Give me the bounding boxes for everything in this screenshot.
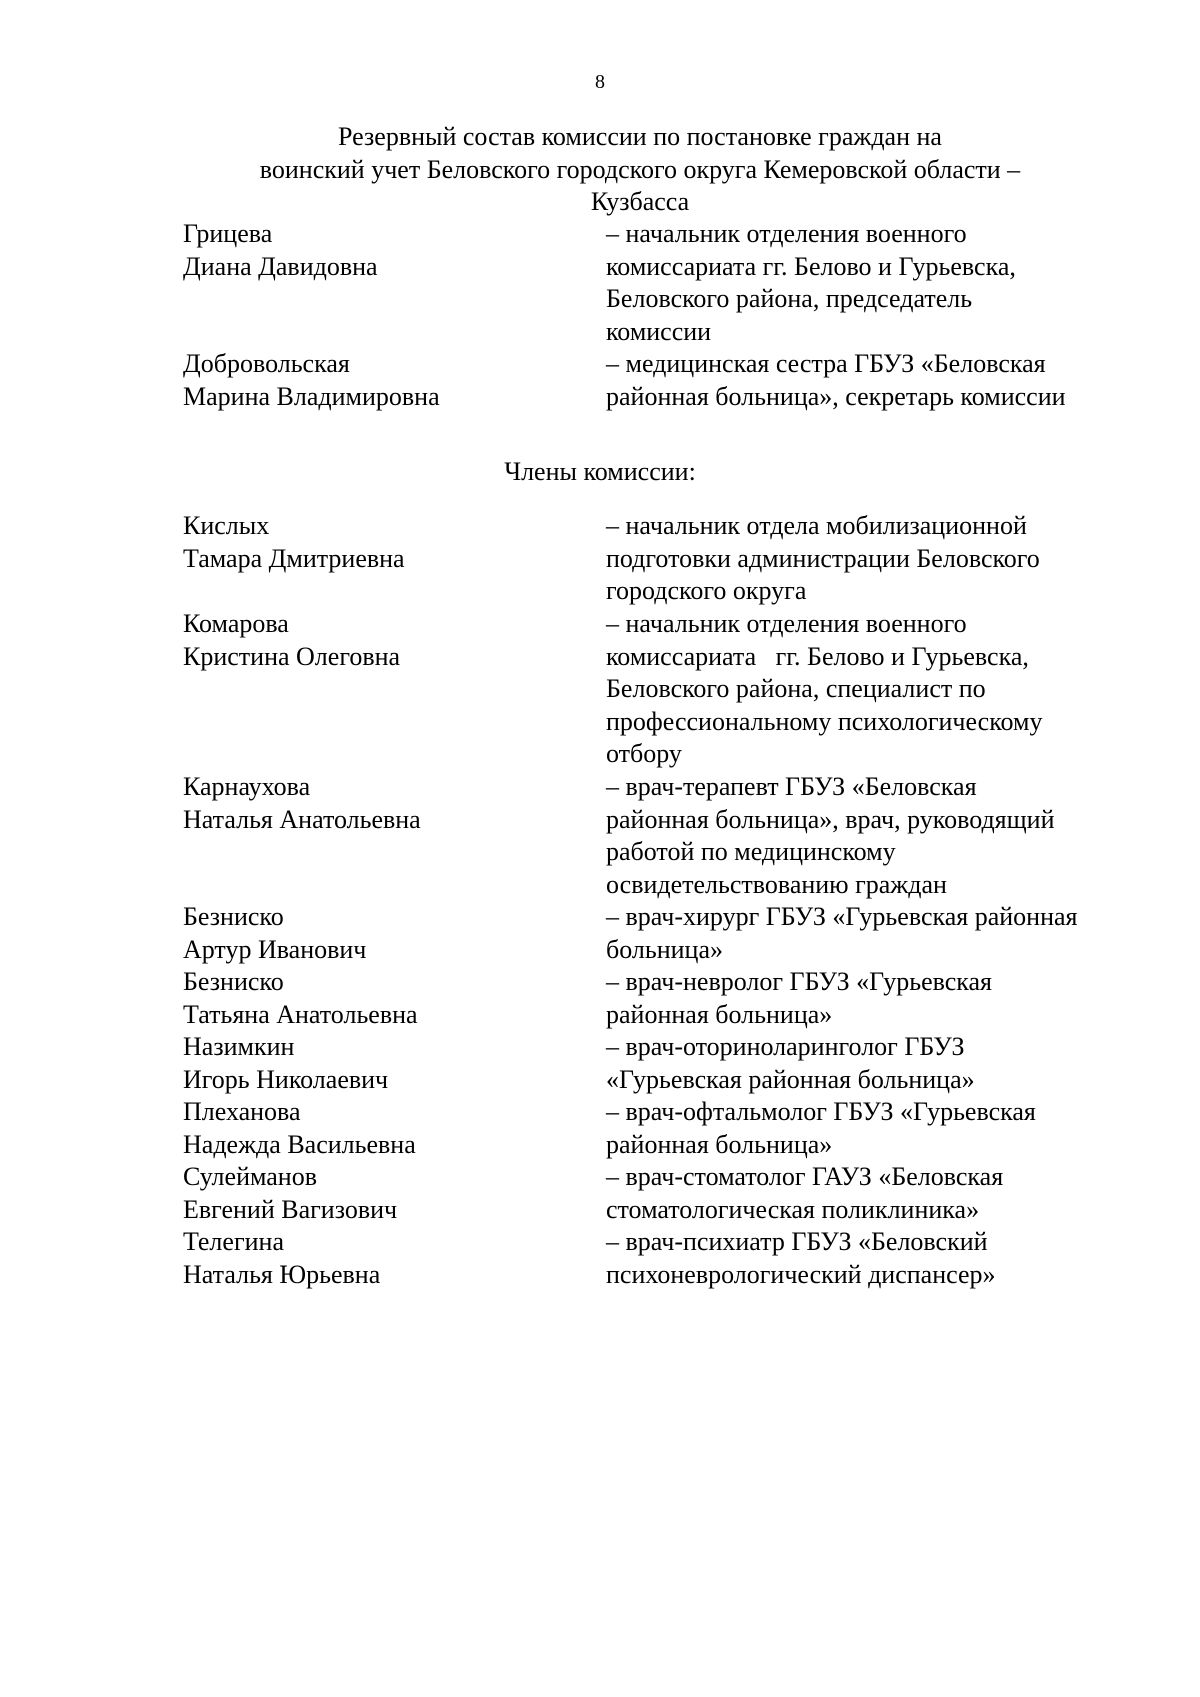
member-name — [183, 348, 583, 413]
position-line: подготовки администрации Беловского — [606, 543, 1040, 573]
position-line: – врач-терапевт ГБУЗ «Беловская — [606, 772, 977, 801]
given-name: Марина Владимировна — [183, 381, 440, 411]
position-line: «Гурьевская районная больница» — [606, 1064, 975, 1094]
member-position — [606, 771, 1146, 901]
surname: Комарова — [183, 609, 289, 638]
surname: Карнаухова — [183, 772, 311, 801]
position-line: отбору — [606, 739, 682, 768]
position-line: работой по медицинскому — [606, 837, 896, 866]
member-position — [606, 1096, 1146, 1161]
position-line: комиссариата гг. Белово и Гурьевска, — [606, 641, 1029, 671]
member-name — [183, 1161, 583, 1226]
position-line: – врач-невролог ГБУЗ «Гурьевская — [606, 967, 993, 996]
position-line: районная больница» — [606, 999, 833, 1029]
surname: Безниско — [183, 967, 284, 996]
surname: Телегина — [183, 1227, 284, 1256]
member-name — [183, 1031, 583, 1096]
surname: Грицева — [183, 219, 273, 248]
page-number: 8 — [595, 71, 605, 93]
given-name: Кристина Олеговна — [183, 641, 401, 671]
member-name — [183, 510, 583, 575]
position-line: – начальник отделения военного — [606, 219, 967, 248]
member-position — [606, 608, 1146, 771]
member-position — [606, 901, 1146, 966]
position-line: – врач-хирург ГБУЗ «Гурьевская районная — [606, 902, 1078, 931]
position-line: психоневрологический диспансер» — [606, 1259, 996, 1289]
member-position — [606, 1031, 1146, 1096]
member-name — [183, 218, 583, 283]
surname: Плеханова — [183, 1097, 301, 1126]
member-name — [183, 1096, 583, 1161]
position-line: районная больница», секретарь комиссии — [606, 381, 1066, 411]
position-line: комиссариата гг. Белово и Гурьевска, — [606, 251, 1016, 281]
position-line: Беловского района, специалист по — [606, 674, 986, 703]
surname: Кислых — [183, 511, 270, 540]
member-name — [183, 771, 583, 836]
position-line: – врач-оториноларинголог ГБУЗ — [606, 1032, 965, 1061]
title-line: Кузбасса — [590, 187, 690, 216]
given-name: Татьяна Анатольевна — [183, 999, 418, 1029]
position-line: Беловского района, председатель — [606, 284, 973, 313]
member-position — [606, 1161, 1146, 1226]
position-line: комиссии — [606, 316, 712, 346]
position-line: районная больница» — [606, 1129, 833, 1159]
member-position — [606, 966, 1146, 1031]
surname: Сулейманов — [183, 1162, 317, 1191]
member-position — [606, 510, 1146, 608]
position-line: – медицинская сестра ГБУЗ «Беловская — [606, 349, 1046, 378]
member-position — [606, 1226, 1146, 1291]
member-position — [606, 348, 1146, 413]
member-name — [183, 966, 583, 1031]
surname: Назимкин — [183, 1032, 295, 1061]
position-line: городского округа — [606, 576, 807, 605]
member-name — [183, 901, 583, 966]
position-line: районная больница», врач, руководящий — [606, 804, 1055, 834]
given-name: Игорь Николаевич — [183, 1064, 389, 1094]
given-name: Артур Иванович — [183, 934, 367, 964]
position-line: больница» — [606, 934, 723, 964]
given-name: Наталья Юрьевна — [183, 1259, 381, 1289]
position-line: стоматологическая поликлиника» — [606, 1194, 980, 1224]
title-line: Резервный состав комиссии по постановке граждан на — [338, 122, 942, 151]
members-heading: Члены комиссии: — [504, 457, 696, 486]
given-name: Надежда Васильевна — [183, 1129, 416, 1159]
position-line: профессиональному психологическому — [606, 706, 1043, 736]
given-name: Тамара Дмитриевна — [183, 543, 405, 573]
position-line: – врач-офтальмолог ГБУЗ «Гурьевская — [606, 1097, 1036, 1126]
position-line: – начальник отдела мобилизационной — [606, 511, 1027, 540]
position-line: – врач-психиатр ГБУЗ «Беловский — [606, 1227, 988, 1256]
member-name — [183, 1226, 583, 1291]
given-name: Наталья Анатольевна — [183, 804, 421, 834]
member-name — [183, 608, 583, 673]
document-title — [180, 121, 1100, 219]
given-name: Евгений Вагизович — [183, 1194, 398, 1224]
title-line: воинский учет Беловского городского округа Кемеровской области – — [259, 154, 1021, 184]
position-line: освидетельствованию граждан — [606, 869, 947, 899]
surname: Безниско — [183, 902, 284, 931]
position-line: – начальник отделения военного — [606, 609, 967, 638]
surname: Добровольская — [183, 349, 350, 378]
given-name: Диана Давидовна — [183, 251, 378, 281]
position-line: – врач-стоматолог ГАУЗ «Беловская — [606, 1162, 1004, 1191]
member-position — [606, 218, 1146, 348]
